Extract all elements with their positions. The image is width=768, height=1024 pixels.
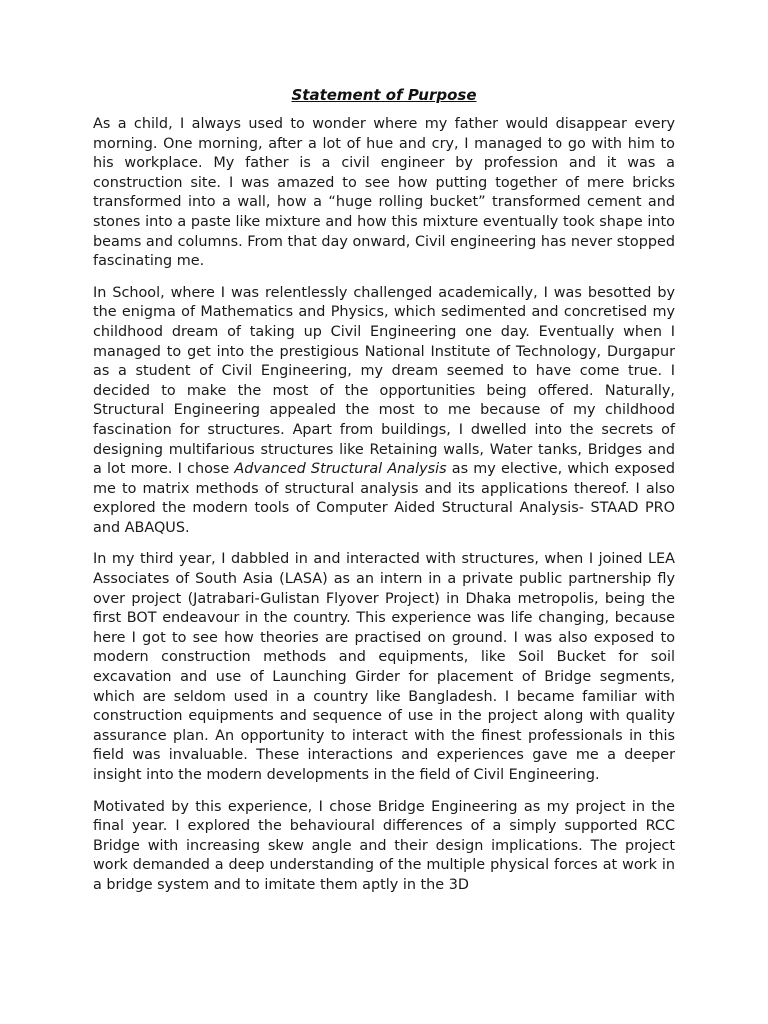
paragraph-school-text-start: In School, where I was relentlessly challenged academically, I was besotted by the enigma of Mathematics and Physics, which sedimented and concretised my childhood dream of taking up Civil Engineering one day. Eventually when I managed to get into the prestigious National Institute of Technology, Durgapur as a student of Civil Engineering, my dream seemed to have come true. I decided to make the most of the opportunities being offered. Naturally, Structural Engineering appealed the most to me because of my childhood fascination for structures. Apart from buildings, I dwelled into the secrets of designing multifarious structures like Retaining walls, Water tanks, Bridges and a lot more. I chose — [93, 284, 675, 478]
page-title: Statement of Purpose — [291, 86, 477, 104]
document-body — [93, 115, 675, 908]
elective-course-name: Advanced Structural Analysis — [234, 461, 447, 478]
paragraph-childhood: As a child, I always used to wonder where my father would disappear every morning. One morning, after a lot of hue and cry, I managed to go with him to his workplace. My father is a civil engineer by profession and it was a construction site. I was amazed to see how putting together of mere bricks transformed into a wall, how a “huge rolling bucket” transformed cement and stones into a paste like mixture and how this mixture eventually took shape into beams and columns. From that day onward, Civil engineering has never stopped fascinating me. — [93, 116, 675, 270]
paragraph-school — [93, 284, 675, 539]
paragraph-project: Motivated by this experience, I chose Bridge Engineering as my project in the final year. I explored the behavioural differences of a simply supported RCC Bridge with increasing skew angle and their design implications. The project work demanded a deep understanding of the multiple physical forces at work in a bridge system and to imitate them aptly in the 3D — [93, 798, 675, 893]
paragraph-school-text-end: as my elective, which exposed me to matrix methods of structural analysis and its applications thereof. I also explored the modern tools of Computer Aided Structural Analysis- STAAD PRO and ABAQUS. — [93, 461, 676, 536]
paragraph-internship: In my third year, I dabbled in and interacted with structures, when I joined LEA Associates of South Asia (LASA) as an intern in a private public partnership fly over project (Jatrabari-Gulistan Flyover Project) in Dhaka metropolis, being the first BOT endeavour in the country. This experience was life changing, because here I got to see how theories are practised on ground. I was also exposed to modern construction methods and equipments, like Soil Bucket for soil excavation and use of Launching Girder for placement of Bridge segments, which are seldom used in a country like Bangladesh. I became familiar with construction equipments and sequence of use in the project along with quality assurance plan. An opportunity to interact with the finest professionals in this field was invaluable. These interactions and experiences gave me a deeper insight into the modern developments in the field of Civil Engineering. — [93, 551, 675, 783]
